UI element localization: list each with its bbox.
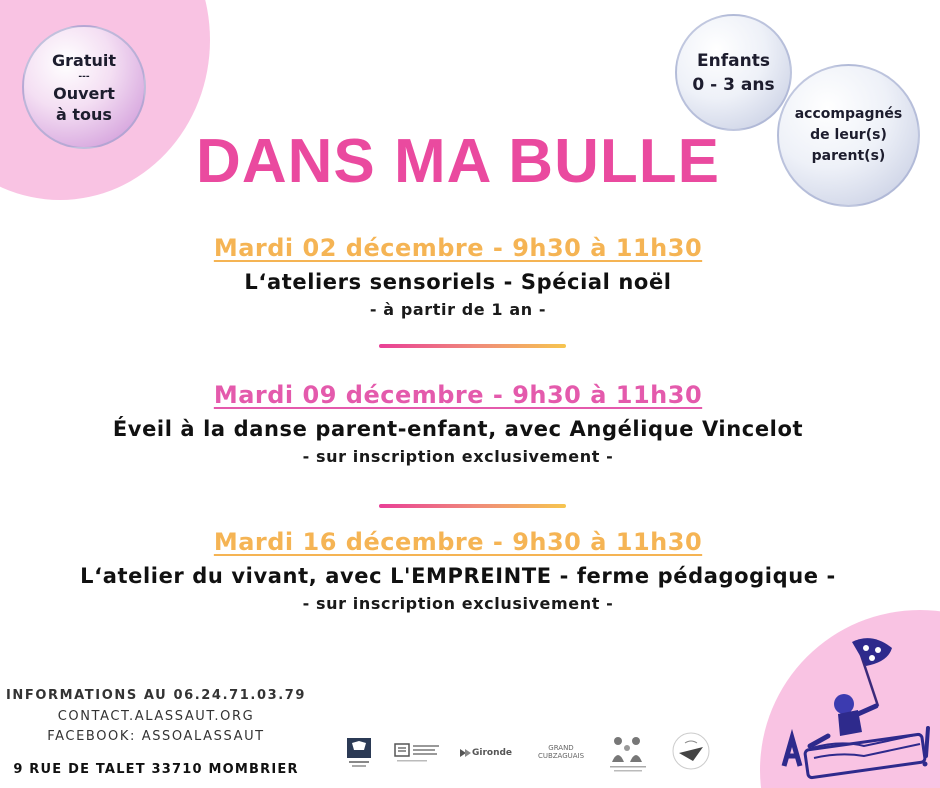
partner-round-logo [670,730,712,772]
page-title: DANS MA BULLE [196,127,720,196]
grand-cubzaguais-logo [530,738,592,766]
event-note: - sur inscription exclusivement - [302,447,614,466]
event-description: Éveil à la danse parent-enfant, avec Angélique Vincelot [112,417,804,441]
contact-address: 9 RUE DE TALET 33710 MOMBRIER [13,762,299,777]
event-description: L‘ateliers sensoriels - Spécial noël [244,270,672,294]
badge-parents-line2: de leur(s) [810,127,887,143]
event-date: Mardi 16 décembre - 9h30 à 11h30 [213,528,703,556]
event-date: Mardi 02 décembre - 9h30 à 11h30 [213,234,703,262]
badge-parents-line3: parent(s) [811,148,886,164]
mascot-flag-icon [780,628,940,788]
event-item [0,381,916,466]
a-lassaut-logo [780,628,940,788]
gradient-divider [379,344,566,348]
badge-free-line1: Gratuit [52,50,116,70]
grand-sub-label: CUBZAGUAIS [537,752,585,760]
contact-website[interactable]: CONTACT.ALASSAUT.ORG [57,709,255,724]
partner-logos [338,728,720,778]
badge-parents-line1: accompagnés [794,106,903,122]
event-note: - sur inscription exclusivement - [302,594,614,613]
badge-kids-line2: 0 - 3 ans [692,74,775,95]
event-item [0,528,916,613]
badge-free-line3: à tous [56,104,112,124]
contact-phone: INFORMATIONS AU 06.24.71.03.79 [5,688,307,703]
badge-free-separator: --- [78,71,90,82]
caf-logo [392,740,444,766]
family-association-logo [604,730,652,776]
event-note: - à partir de 1 an - [369,300,547,319]
badge-kids-line1: Enfants [697,50,770,71]
event-description: L‘atelier du vivant, avec L'EMPREINTE - ferme pédagogique - [80,564,836,588]
badge-free-line2: Ouvert [53,83,115,103]
event-item [0,234,916,319]
age-badge [675,14,792,131]
gironde-label: Gironde [471,748,513,758]
gironde-mark-icon [458,746,472,760]
grand-label: GRAND [548,744,574,752]
contact-facebook[interactable]: FACEBOOK: ASSOALASSAUT [47,729,265,744]
event-date: Mardi 09 décembre - 9h30 à 11h30 [213,381,703,409]
gironde-logo [456,742,514,764]
gradient-divider [379,504,566,508]
department-logo [342,736,376,770]
